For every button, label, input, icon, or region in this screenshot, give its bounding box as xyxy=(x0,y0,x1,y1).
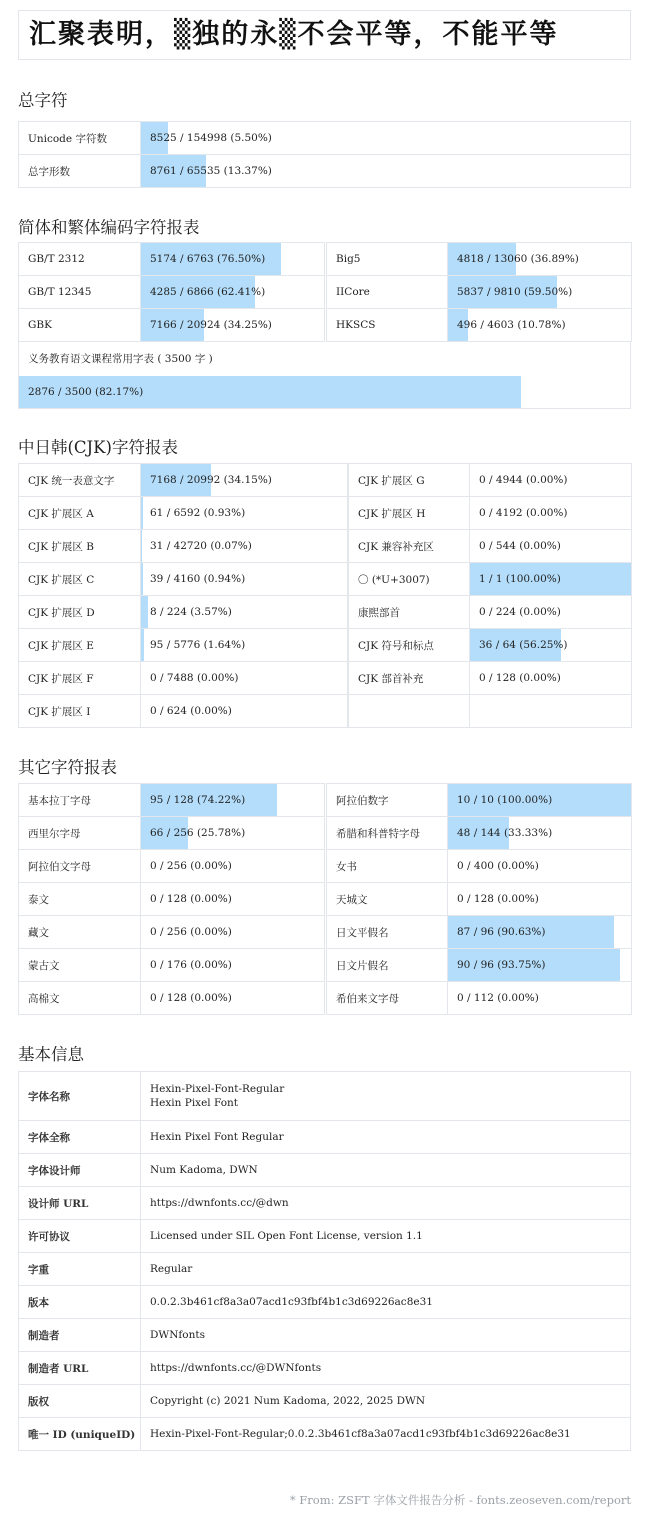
total-row-text: 8761 / 65535 (13.37%) xyxy=(150,165,272,177)
cjk-row xyxy=(19,662,632,695)
total-row-text: 8525 / 154998 (5.50%) xyxy=(150,132,272,144)
other-cell-value xyxy=(448,916,632,949)
cjk-cell-label: CJK 扩展区 E xyxy=(19,629,141,662)
info-value-line: https://dwnfonts.cc/@dwn xyxy=(150,1197,289,1209)
other-cell-value xyxy=(448,982,632,1015)
cjk-cell-text: 61 / 6592 (0.93%) xyxy=(150,507,246,519)
info-value xyxy=(141,1154,631,1187)
other-cell-label: 蒙古文 xyxy=(19,949,141,982)
cjk-cell-text: 1 / 1 (100.00%) xyxy=(479,573,561,585)
encoding-cell-label: IICore xyxy=(327,276,448,309)
other-cell-text: 0 / 256 (0.00%) xyxy=(150,860,232,872)
info-key: 制造者 URL xyxy=(19,1352,141,1385)
encoding-section-title: 简体和繁体编码字符报表 xyxy=(18,218,200,237)
cjk-cell-label: CJK 扩展区 D xyxy=(19,596,141,629)
total-table xyxy=(18,121,631,188)
cjk-cell-value xyxy=(141,464,348,497)
cjk-cell-value xyxy=(141,629,348,662)
cjk-cell-label: CJK 统一表意文字 xyxy=(19,464,141,497)
cjk-cell-value xyxy=(470,596,632,629)
other-row xyxy=(19,817,632,850)
other-cell-text: 0 / 176 (0.00%) xyxy=(150,959,232,971)
other-cell-text: 95 / 128 (74.22%) xyxy=(150,794,246,806)
info-value xyxy=(141,1220,631,1253)
info-value-line: DWNfonts xyxy=(150,1329,205,1341)
footer-source: * From: ZSFT 字体文件报告分析 - fonts.zeoseven.com/report xyxy=(289,1493,631,1507)
other-cell-text: 48 / 144 (33.33%) xyxy=(457,827,553,839)
cjk-cell-text: 0 / 544 (0.00%) xyxy=(479,540,561,552)
encoding-cell-label: HKSCS xyxy=(327,309,448,342)
total-section-title: 总字符 xyxy=(18,91,68,110)
cjk-cell-label: CJK 扩展区 F xyxy=(19,662,141,695)
info-value-line: https://dwnfonts.cc/@DWNfonts xyxy=(150,1362,322,1374)
other-row xyxy=(19,982,632,1015)
other-row xyxy=(19,883,632,916)
encoding-cell-value xyxy=(448,243,632,276)
info-value-line: Copyright (c) 2021 Num Kadoma, 2022, 2025 DWN xyxy=(150,1395,426,1407)
info-key: 制造者 xyxy=(19,1319,141,1352)
cjk-cell-fill xyxy=(141,497,143,529)
cjk-row xyxy=(19,497,632,530)
info-table xyxy=(18,1071,631,1451)
encoding-cell-text: 7166 / 20924 (34.25%) xyxy=(150,319,272,331)
cjk-row xyxy=(19,629,632,662)
other-cell-label: 希伯来文字母 xyxy=(327,982,448,1015)
info-value-line: Regular xyxy=(150,1263,193,1275)
encoding-cell-value xyxy=(448,276,632,309)
cjk-cell-value xyxy=(470,464,632,497)
cjk-cell-label: CJK 符号和标点 xyxy=(349,629,470,662)
cjk-cell-value xyxy=(141,695,348,728)
total-row xyxy=(19,155,631,188)
other-cell-label: 藏文 xyxy=(19,916,141,949)
cjk-cell-label: CJK 扩展区 H xyxy=(349,497,470,530)
encoding-cell-value xyxy=(141,309,325,342)
other-cell-label: 阿拉伯文字母 xyxy=(19,850,141,883)
cjk-cell-text: 7168 / 20992 (34.15%) xyxy=(150,474,272,486)
other-cell-label: 日文片假名 xyxy=(327,949,448,982)
other-section-title: 其它字符报表 xyxy=(18,758,117,777)
encoding-cell-label: GB/T 2312 xyxy=(19,243,141,276)
other-cell-text: 0 / 112 (0.00%) xyxy=(457,992,539,1004)
cjk-cell-fill xyxy=(141,563,143,595)
info-row xyxy=(19,1220,631,1253)
info-value xyxy=(141,1418,631,1451)
info-value xyxy=(141,1385,631,1418)
encoding-cell-text: 5174 / 6763 (76.50%) xyxy=(150,253,266,265)
other-cell-label: 天城文 xyxy=(327,883,448,916)
cjk-cell-label: CJK 部首补充 xyxy=(349,662,470,695)
encoding-cell-value xyxy=(448,309,632,342)
other-cell-label: 基本拉丁字母 xyxy=(19,784,141,817)
encoding-cell-label: Big5 xyxy=(327,243,448,276)
info-row xyxy=(19,1187,631,1220)
info-value xyxy=(141,1253,631,1286)
info-row xyxy=(19,1352,631,1385)
cjk-cell-text: 8 / 224 (3.57%) xyxy=(150,606,232,618)
info-key: 字重 xyxy=(19,1253,141,1286)
info-row xyxy=(19,1121,631,1154)
cjk-section-title: 中日韩(CJK)字符报表 xyxy=(18,438,178,457)
info-value xyxy=(141,1319,631,1352)
info-key: 字体设计师 xyxy=(19,1154,141,1187)
other-cell-label: 日文平假名 xyxy=(327,916,448,949)
cjk-cell-value xyxy=(470,563,632,596)
other-cell-text: 87 / 96 (90.63%) xyxy=(457,926,546,938)
other-row xyxy=(19,850,632,883)
other-cell-value xyxy=(448,949,632,982)
info-value xyxy=(141,1187,631,1220)
info-row xyxy=(19,1418,631,1451)
cjk-cell-value xyxy=(141,530,348,563)
info-row xyxy=(19,1253,631,1286)
encoding-row xyxy=(19,276,632,309)
info-row xyxy=(19,1286,631,1319)
info-value xyxy=(141,1072,631,1121)
other-cell-value xyxy=(141,916,325,949)
encoding-cell-text: 5837 / 9810 (59.50%) xyxy=(457,286,573,298)
edu-list-text: 2876 / 3500 (82.17%) xyxy=(28,386,144,398)
cjk-cell-text: 36 / 64 (56.25%) xyxy=(479,639,568,651)
cjk-cell-value xyxy=(141,662,348,695)
info-value-line: Hexin Pixel Font xyxy=(150,1097,239,1109)
cjk-cell-label: CJK 扩展区 B xyxy=(19,530,141,563)
cjk-cell-value xyxy=(470,530,632,563)
cjk-cell-value xyxy=(141,497,348,530)
encoding-cell-text: 4818 / 13060 (36.89%) xyxy=(457,253,579,265)
other-cell-text: 0 / 400 (0.00%) xyxy=(457,860,539,872)
edu-list-value xyxy=(18,376,631,409)
cjk-row xyxy=(19,464,632,497)
cjk-cell-empty-label xyxy=(349,695,470,728)
info-value-line: Licensed under SIL Open Font License, version 1.1 xyxy=(150,1230,423,1242)
cjk-cell-text: 0 / 128 (0.00%) xyxy=(479,672,561,684)
encoding-cell-label: GBK xyxy=(19,309,141,342)
other-cell-value xyxy=(141,817,325,850)
cjk-cell-text: 31 / 42720 (0.07%) xyxy=(150,540,252,552)
other-cell-text: 0 / 256 (0.00%) xyxy=(150,926,232,938)
other-cell-text: 10 / 10 (100.00%) xyxy=(457,794,553,806)
cjk-cell-label: CJK 扩展区 A xyxy=(19,497,141,530)
info-key: 许可协议 xyxy=(19,1220,141,1253)
cjk-row xyxy=(19,530,632,563)
encoding-cell-value xyxy=(141,243,325,276)
cjk-cell-empty-value xyxy=(470,695,632,728)
other-cell-text: 66 / 256 (25.78%) xyxy=(150,827,246,839)
edu-list-label: 义务教育语文课程常用字表 ( 3500 字 ) xyxy=(18,342,631,376)
other-cell-label: 希腊和科普特字母 xyxy=(327,817,448,850)
report-page xyxy=(18,10,631,1451)
other-cell-label: 西里尔字母 xyxy=(19,817,141,850)
total-row-label: 总字形数 xyxy=(19,155,141,188)
total-row-value xyxy=(141,155,631,188)
other-cell-value xyxy=(448,883,632,916)
cjk-cell-fill xyxy=(141,596,148,628)
encoding-table xyxy=(18,242,632,342)
info-row xyxy=(19,1154,631,1187)
other-cell-value xyxy=(141,850,325,883)
cjk-cell-label: CJK 扩展区 G xyxy=(349,464,470,497)
total-row-label: Unicode 字符数 xyxy=(19,122,141,155)
total-row xyxy=(19,122,631,155)
encoding-cell-label: GB/T 12345 xyxy=(19,276,141,309)
other-cell-text: 90 / 96 (93.75%) xyxy=(457,959,546,971)
info-key: 唯一 ID (uniqueID) xyxy=(19,1418,141,1451)
cjk-cell-text: 0 / 4192 (0.00%) xyxy=(479,507,568,519)
font-preview: 汇聚表明，▒独的永▒不会平等，不能平等 xyxy=(18,10,631,60)
other-cell-value xyxy=(141,883,325,916)
cjk-cell-value xyxy=(470,662,632,695)
other-cell-text: 0 / 128 (0.00%) xyxy=(150,992,232,1004)
cjk-cell-fill xyxy=(141,629,144,661)
other-cell-text: 0 / 128 (0.00%) xyxy=(457,893,539,905)
info-key: 版权 xyxy=(19,1385,141,1418)
cjk-cell-value xyxy=(141,596,348,629)
other-row xyxy=(19,916,632,949)
other-cell-value xyxy=(448,817,632,850)
info-section-title: 基本信息 xyxy=(18,1045,84,1064)
cjk-cell-value xyxy=(470,497,632,530)
other-cell-value xyxy=(141,784,325,817)
cjk-cell-label: 〇 (*U+3007) xyxy=(349,563,470,596)
cjk-cell-label: CJK 扩展区 C xyxy=(19,563,141,596)
info-value-line: Num Kadoma, DWN xyxy=(150,1164,258,1176)
info-value xyxy=(141,1121,631,1154)
cjk-cell-label: CJK 兼容补充区 xyxy=(349,530,470,563)
cjk-cell-value xyxy=(470,629,632,662)
other-row xyxy=(19,784,632,817)
total-row-value xyxy=(141,122,631,155)
other-cell-label: 女书 xyxy=(327,850,448,883)
info-key: 字体名称 xyxy=(19,1072,141,1121)
cjk-cell-text: 0 / 4944 (0.00%) xyxy=(479,474,568,486)
other-cell-label: 泰文 xyxy=(19,883,141,916)
other-cell-text: 0 / 128 (0.00%) xyxy=(150,893,232,905)
info-value-line: Hexin Pixel Font Regular xyxy=(150,1131,284,1143)
cjk-cell-text: 0 / 624 (0.00%) xyxy=(150,705,232,717)
other-cell-value xyxy=(141,982,325,1015)
cjk-cell-text: 39 / 4160 (0.94%) xyxy=(150,573,246,585)
encoding-cell-value xyxy=(141,276,325,309)
info-value-line: Hexin-Pixel-Font-Regular;0.0.2.3b461cf8a3a07acd1c93fbf4b1c3d69226ac8e31 xyxy=(150,1428,571,1440)
cjk-cell-label: CJK 扩展区 I xyxy=(19,695,141,728)
cjk-cell-label: 康熙部首 xyxy=(349,596,470,629)
other-cell-value xyxy=(141,949,325,982)
encoding-cell-text: 496 / 4603 (10.78%) xyxy=(457,319,566,331)
encoding-row xyxy=(19,309,632,342)
info-value-line: Hexin-Pixel-Font-Regular xyxy=(150,1083,285,1095)
info-value xyxy=(141,1286,631,1319)
cjk-cell-value xyxy=(141,563,348,596)
info-row xyxy=(19,1072,631,1121)
other-table xyxy=(18,783,632,1015)
info-value xyxy=(141,1352,631,1385)
other-cell-value xyxy=(448,784,632,817)
info-key: 设计师 URL xyxy=(19,1187,141,1220)
cjk-cell-text: 0 / 7488 (0.00%) xyxy=(150,672,239,684)
info-key: 版本 xyxy=(19,1286,141,1319)
cjk-table xyxy=(18,463,632,728)
other-cell-label: 高棉文 xyxy=(19,982,141,1015)
other-row xyxy=(19,949,632,982)
cjk-row xyxy=(19,563,632,596)
info-row xyxy=(19,1385,631,1418)
other-cell-value xyxy=(448,850,632,883)
cjk-cell-text: 95 / 5776 (1.64%) xyxy=(150,639,246,651)
encoding-cell-text: 4285 / 6866 (62.41%) xyxy=(150,286,266,298)
cjk-row xyxy=(19,596,632,629)
info-key: 字体全称 xyxy=(19,1121,141,1154)
cjk-cell-text: 0 / 224 (0.00%) xyxy=(479,606,561,618)
info-value-line: 0.0.2.3b461cf8a3a07acd1c93fbf4b1c3d69226ac8e31 xyxy=(150,1296,433,1308)
cjk-row xyxy=(19,695,632,728)
encoding-row xyxy=(19,243,632,276)
other-cell-label: 阿拉伯数字 xyxy=(327,784,448,817)
info-row xyxy=(19,1319,631,1352)
